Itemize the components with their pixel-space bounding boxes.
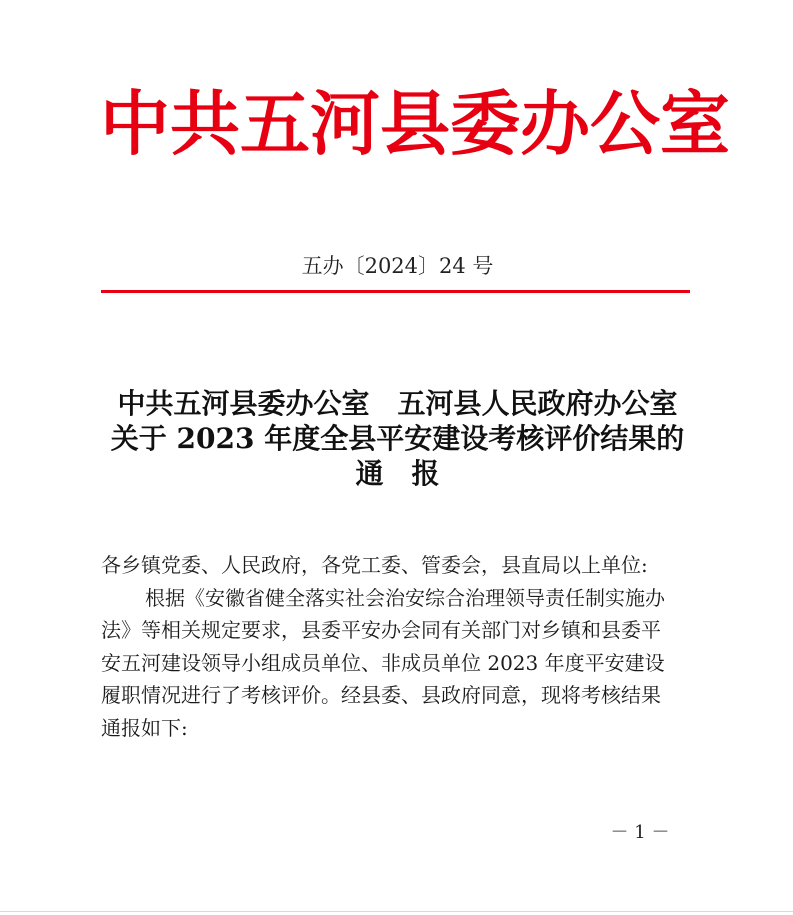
title-line-2: 关于 2023 年度全县平安建设考核评价结果的 (110, 422, 685, 455)
paragraph-line: 履职情况进行了考核评价。经县委、县政府同意，现将考核结果 (101, 683, 661, 707)
recipients-line: 各乡镇党委、人民政府，各党工委、管委会，县直局以上单位: (101, 553, 648, 577)
document-title (100, 386, 695, 491)
title-line-3: 通 报 (355, 457, 440, 490)
document-number: 五办〔2024〕24 号 (301, 254, 494, 278)
title-line-1: 中共五河县委办公室 五河县人民政府办公室 (117, 387, 678, 420)
paragraph-line: 根据《安徽省健全落实社会治安综合治理领导责任制实施办 (145, 585, 665, 610)
issuing-organization-header: 中共五河县委办公室 (100, 83, 730, 165)
paragraph-line: 法》等相关规定要求，县委平安办会同有关部门对乡镇和县委平 (101, 618, 661, 642)
document-body (101, 549, 693, 744)
paragraph-line: 安五河建设领导小组成员单位、非成员单位 2023 年度平安建设 (101, 650, 665, 675)
paragraph-line: 通报如下: (101, 715, 188, 740)
page-number: － 1 － (610, 822, 670, 843)
page-bottom-edge (0, 911, 793, 912)
red-divider-line (101, 290, 690, 293)
